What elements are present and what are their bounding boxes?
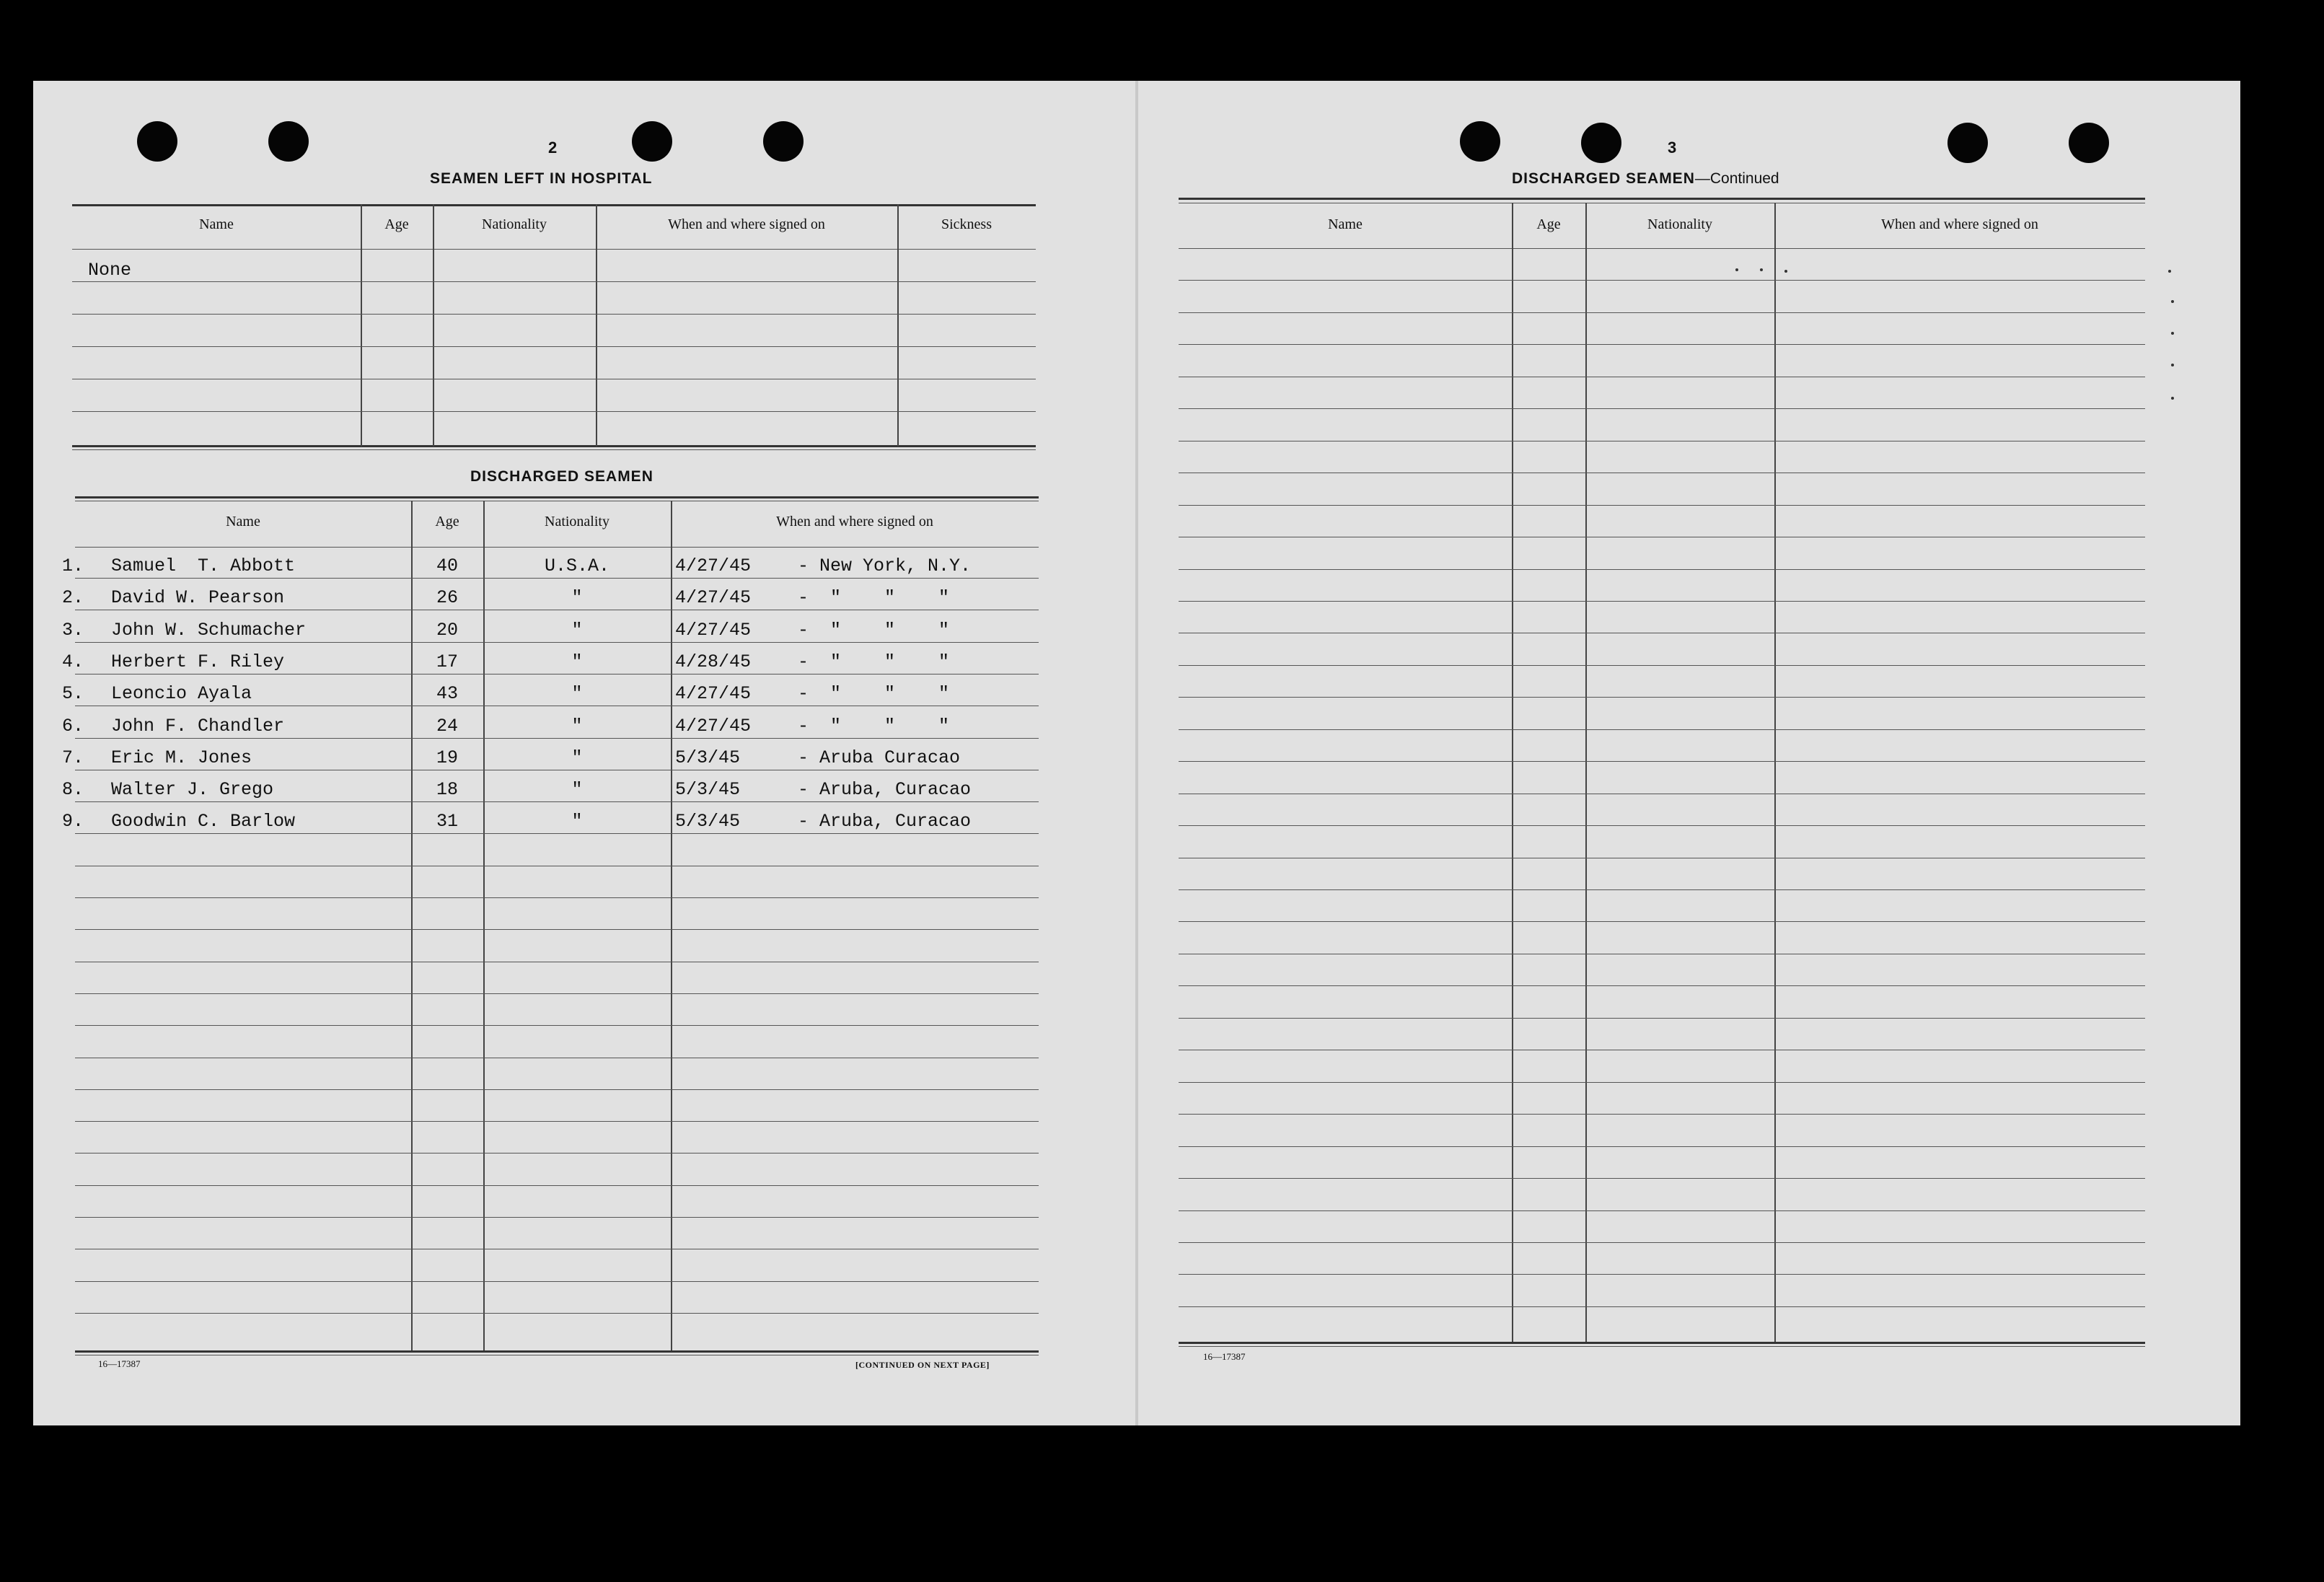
table-rule xyxy=(1179,761,2145,762)
punch-hole xyxy=(632,121,672,162)
table-rule xyxy=(1179,505,2145,506)
table-rule xyxy=(72,249,1036,250)
stray-mark xyxy=(1760,268,1763,271)
title-text: DISCHARGED SEAMEN xyxy=(1512,170,1695,187)
seaman-age: 31 xyxy=(436,811,458,832)
table-row xyxy=(0,555,2324,584)
signed-on-place: - " " " xyxy=(798,651,950,672)
column-header: When and where signed on xyxy=(1881,216,2038,232)
column-divider xyxy=(433,204,434,447)
punch-hole xyxy=(268,121,309,162)
table-rule xyxy=(1179,1146,2145,1147)
row-number: 2. xyxy=(62,587,84,608)
seaman-name: Goodwin C. Barlow xyxy=(111,811,296,832)
seaman-nationality: " xyxy=(571,716,583,737)
table-rule xyxy=(1179,312,2145,313)
row-number: 9. xyxy=(62,811,84,832)
table-rule xyxy=(75,1217,1039,1218)
stray-mark xyxy=(2171,332,2174,335)
table-rule xyxy=(1179,1082,2145,1083)
seaman-nationality: " xyxy=(571,683,583,704)
discharged-section-title: DISCHARGED SEAMEN xyxy=(470,468,653,485)
column-divider xyxy=(1774,203,1776,1342)
column-header: Nationality xyxy=(545,514,609,529)
signed-on-date: 4/27/45 xyxy=(675,716,752,737)
column-divider xyxy=(1585,203,1587,1342)
seaman-name: Herbert F. Riley xyxy=(111,651,285,672)
signed-on-date: 4/27/45 xyxy=(675,555,752,576)
signed-on-place: - Aruba, Curacao xyxy=(798,779,972,800)
signed-on-place: - Aruba Curacao xyxy=(798,747,961,768)
column-header: Name xyxy=(199,216,234,232)
seaman-nationality: U.S.A. xyxy=(544,555,609,576)
seaman-name: Leoncio Ayala xyxy=(111,683,252,704)
punch-hole xyxy=(1581,123,1621,163)
signed-on-place: - New York, N.Y. xyxy=(798,555,972,576)
table-rule xyxy=(1179,825,2145,826)
column-header: Name xyxy=(1328,216,1363,232)
table-rule xyxy=(72,449,1036,450)
stray-mark xyxy=(2171,397,2174,400)
table-rule xyxy=(1179,569,2145,570)
table-rule xyxy=(1179,1018,2145,1019)
column-header: When and where signed on xyxy=(668,216,825,232)
column-header: Age xyxy=(435,514,459,529)
table-row xyxy=(0,747,2324,776)
column-divider xyxy=(596,204,597,447)
hospital-section-title: SEAMEN LEFT IN HOSPITAL xyxy=(430,170,653,187)
column-header: Nationality xyxy=(1647,216,1712,232)
table-rule xyxy=(72,411,1036,412)
row-number: 3. xyxy=(62,620,84,641)
table-rule xyxy=(75,1185,1039,1186)
table-rule xyxy=(72,346,1036,347)
table-rule xyxy=(1179,1178,2145,1179)
signed-on-place: - " " " xyxy=(798,683,950,704)
signed-on-place: - Aruba, Curacao xyxy=(798,811,972,832)
signed-on-place: - " " " xyxy=(798,587,950,608)
table-rule xyxy=(1179,1342,2145,1344)
seaman-age: 19 xyxy=(436,747,458,768)
signed-on-date: 4/27/45 xyxy=(675,683,752,704)
table-rule xyxy=(72,204,1036,206)
form-number: 16—17387 xyxy=(98,1358,141,1369)
signed-on-date: 4/27/45 xyxy=(675,587,752,608)
punch-hole xyxy=(763,121,804,162)
form-number: 16—17387 xyxy=(1203,1351,1246,1362)
title-suffix: —Continued xyxy=(1694,170,1779,187)
seaman-nationality: " xyxy=(571,651,583,672)
table-row xyxy=(0,620,2324,649)
column-divider xyxy=(897,204,899,447)
column-header: Name xyxy=(226,514,260,529)
seaman-age: 43 xyxy=(436,683,458,704)
table-rule xyxy=(1179,1210,2145,1211)
row-number: 5. xyxy=(62,683,84,704)
seaman-nationality: " xyxy=(571,620,583,641)
page-number: 2 xyxy=(548,139,558,157)
signed-on-date: 5/3/45 xyxy=(675,747,741,768)
table-rule xyxy=(1179,697,2145,698)
seaman-nationality: " xyxy=(571,811,583,832)
page-number: 3 xyxy=(1668,139,1677,157)
seaman-name: Eric M. Jones xyxy=(111,747,252,768)
table-rule xyxy=(75,496,1039,498)
seaman-nationality: " xyxy=(571,587,583,608)
table-rule xyxy=(1179,1346,2145,1347)
table-rule xyxy=(1179,665,2145,666)
table-rule xyxy=(1179,280,2145,281)
table-rule xyxy=(1179,1306,2145,1307)
seaman-age: 17 xyxy=(436,651,458,672)
table-rule xyxy=(1179,889,2145,890)
row-number: 7. xyxy=(62,747,84,768)
table-rule xyxy=(1179,1114,2145,1115)
seaman-name: Samuel T. Abbott xyxy=(111,555,296,576)
table-rule xyxy=(1179,408,2145,409)
column-header: When and where signed on xyxy=(776,514,933,529)
seaman-nationality: " xyxy=(571,747,583,768)
table-rule xyxy=(1179,921,2145,922)
signed-on-date: 4/27/45 xyxy=(675,620,752,641)
discharged-continued-title xyxy=(1512,170,1779,188)
continued-note: [CONTINUED ON NEXT PAGE] xyxy=(855,1360,990,1370)
stray-mark xyxy=(1735,268,1738,271)
table-rule xyxy=(75,1350,1039,1353)
table-rule xyxy=(75,993,1039,994)
punch-hole xyxy=(137,121,177,162)
table-rule xyxy=(1179,729,2145,730)
table-rule xyxy=(1179,985,2145,986)
table-row xyxy=(0,651,2324,680)
table-rule xyxy=(1179,1274,2145,1275)
seaman-nationality: " xyxy=(571,779,583,800)
table-rule xyxy=(75,1313,1039,1314)
column-header: Age xyxy=(1536,216,1561,232)
column-divider xyxy=(1512,203,1513,1342)
table-rule xyxy=(1179,198,2145,200)
punch-hole xyxy=(1947,123,1988,163)
table-rule xyxy=(75,897,1039,898)
seaman-age: 24 xyxy=(436,716,458,737)
table-rule xyxy=(1179,344,2145,345)
table-rule xyxy=(72,314,1036,315)
row-number: 4. xyxy=(62,651,84,672)
seaman-name: John W. Schumacher xyxy=(111,620,307,641)
punch-hole xyxy=(1460,121,1500,162)
table-row xyxy=(0,587,2324,616)
row-number: 1. xyxy=(62,555,84,576)
seaman-age: 40 xyxy=(436,555,458,576)
table-row xyxy=(0,683,2324,712)
signed-on-place: - " " " xyxy=(798,620,950,641)
signed-on-date: 5/3/45 xyxy=(675,811,741,832)
seaman-age: 18 xyxy=(436,779,458,800)
row-number: 8. xyxy=(62,779,84,800)
column-header: Sickness xyxy=(941,216,992,232)
signed-on-place: - " " " xyxy=(798,716,950,737)
hospital-entry: None xyxy=(88,260,132,281)
stray-mark xyxy=(2171,364,2174,366)
punch-hole xyxy=(2069,123,2109,163)
table-rule xyxy=(1179,248,2145,249)
seaman-age: 26 xyxy=(436,587,458,608)
seaman-name: Walter J. Grego xyxy=(111,779,274,800)
table-rule xyxy=(75,547,1039,548)
table-rule xyxy=(72,281,1036,282)
stray-mark xyxy=(1784,270,1787,273)
table-rule xyxy=(75,1121,1039,1122)
column-divider xyxy=(361,204,362,447)
table-rule xyxy=(72,445,1036,447)
column-header: Nationality xyxy=(482,216,547,232)
stray-mark xyxy=(2171,300,2174,303)
table-rule xyxy=(75,929,1039,930)
seaman-age: 20 xyxy=(436,620,458,641)
table-rule xyxy=(1179,1242,2145,1243)
table-row xyxy=(0,716,2324,744)
seaman-name: David W. Pearson xyxy=(111,587,285,608)
table-rule xyxy=(75,1025,1039,1026)
seaman-name: John F. Chandler xyxy=(111,716,285,737)
table-rule xyxy=(75,1089,1039,1090)
table-rule xyxy=(75,1281,1039,1282)
column-header: Age xyxy=(384,216,409,232)
stray-mark xyxy=(2168,270,2171,273)
signed-on-date: 4/28/45 xyxy=(675,651,752,672)
row-number: 6. xyxy=(62,716,84,737)
table-rule xyxy=(1179,601,2145,602)
signed-on-date: 5/3/45 xyxy=(675,779,741,800)
